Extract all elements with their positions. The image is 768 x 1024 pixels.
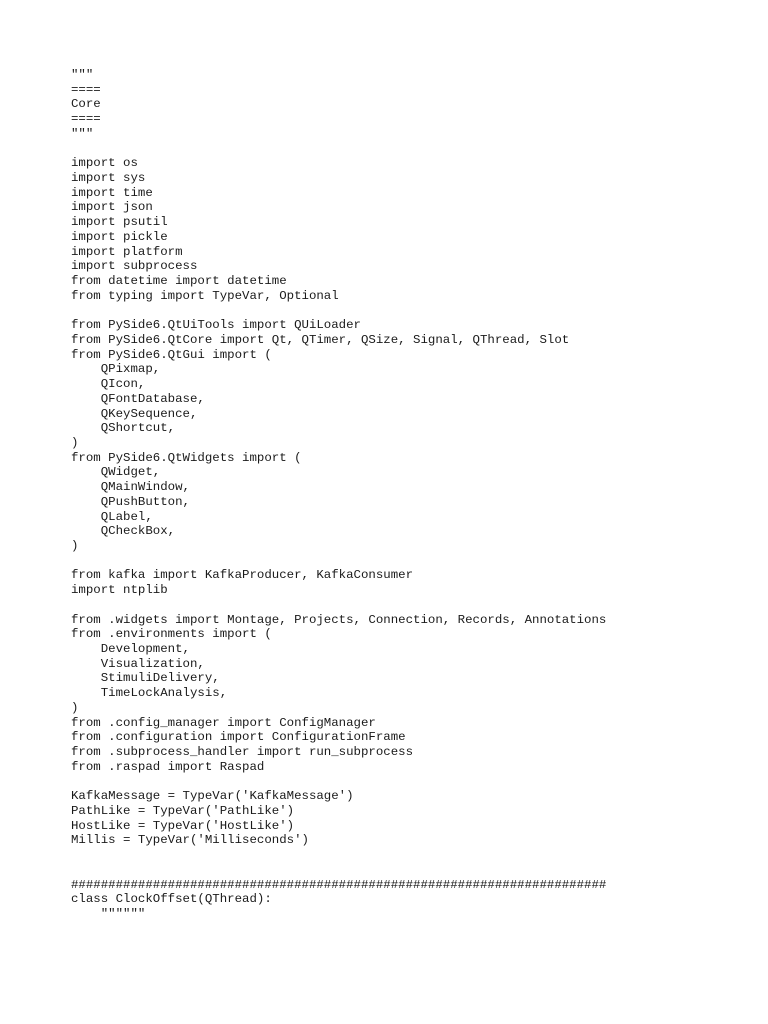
blank-line (71, 554, 606, 569)
code-line: from .configuration import ConfigurationFrame (71, 730, 406, 745)
blank-line (71, 142, 606, 157)
blank-line (71, 304, 606, 319)
code-line: QIcon, (71, 377, 146, 392)
code-line: StimuliDelivery, (71, 671, 220, 686)
code-line: Millis = TypeVar('Milliseconds') (71, 833, 309, 848)
code-line: import pickle (71, 229, 168, 244)
code-line: ) (71, 539, 79, 553)
blank-line (71, 863, 606, 878)
code-line: """ (71, 68, 94, 82)
code-line: from .widgets import Montage, Projects, Connection, Records, Annotations (71, 612, 607, 627)
code-line: QMainWindow, (71, 480, 190, 495)
code-line: from typing import TypeVar, Optional (71, 288, 339, 303)
code-line: Development, (71, 642, 190, 657)
code-line: import subprocess (71, 259, 198, 274)
code-line: ######################################################################## (71, 877, 607, 892)
code-line: QPushButton, (71, 494, 190, 509)
code-line: QLabel, (71, 509, 153, 524)
code-line: import os (71, 156, 138, 171)
code-line: from .config_manager import ConfigManager (71, 715, 376, 730)
code-line: from PySide6.QtGui import ( (71, 347, 272, 362)
code-line: import platform (71, 244, 183, 259)
code-line: """ (71, 126, 94, 141)
blank-line (71, 848, 606, 863)
code-line: QShortcut, (71, 421, 176, 436)
code-line: from PySide6.QtUiTools import QUiLoader (71, 318, 361, 333)
code-line: ) (71, 435, 79, 450)
code-listing (71, 68, 606, 922)
code-line: from datetime import datetime (71, 274, 287, 289)
code-line: from .environments import ( (71, 627, 272, 642)
code-line: Visualization, (71, 656, 205, 671)
code-line: import psutil (71, 215, 168, 230)
code-line: from .subprocess_handler import run_subprocess (71, 745, 414, 760)
code-line: PathLike = TypeVar('PathLike') (71, 803, 295, 818)
code-line: ) (71, 700, 79, 715)
code-line: import ntplib (71, 583, 168, 598)
blank-line (71, 598, 606, 613)
code-line: """""" (71, 906, 146, 921)
code-line: class ClockOffset(QThread): (71, 892, 272, 907)
blank-line (71, 775, 606, 790)
code-line: ==== (71, 112, 101, 127)
code-line: KafkaMessage = TypeVar('KafkaMessage') (71, 789, 354, 804)
code-line: import json (71, 200, 153, 215)
code-line: import time (71, 185, 153, 200)
code-line: TimeLockAnalysis, (71, 686, 228, 701)
code-line: QCheckBox, (71, 524, 176, 539)
code-line: from PySide6.QtCore import Qt, QTimer, QSize, Signal, QThread, Slot (71, 332, 570, 347)
code-line: QWidget, (71, 465, 161, 480)
code-line: HostLike = TypeVar('HostLike') (71, 818, 295, 833)
code-line: from .raspad import Raspad (71, 759, 265, 774)
code-line: Core (71, 97, 101, 112)
code-line: from PySide6.QtWidgets import ( (71, 450, 302, 465)
code-line: ==== (71, 82, 101, 97)
code-line: from kafka import KafkaProducer, KafkaConsumer (71, 568, 414, 583)
code-line: QPixmap, (71, 362, 161, 377)
code-line: QFontDatabase, (71, 391, 205, 406)
code-line: import sys (71, 171, 146, 186)
code-line: QKeySequence, (71, 406, 198, 421)
